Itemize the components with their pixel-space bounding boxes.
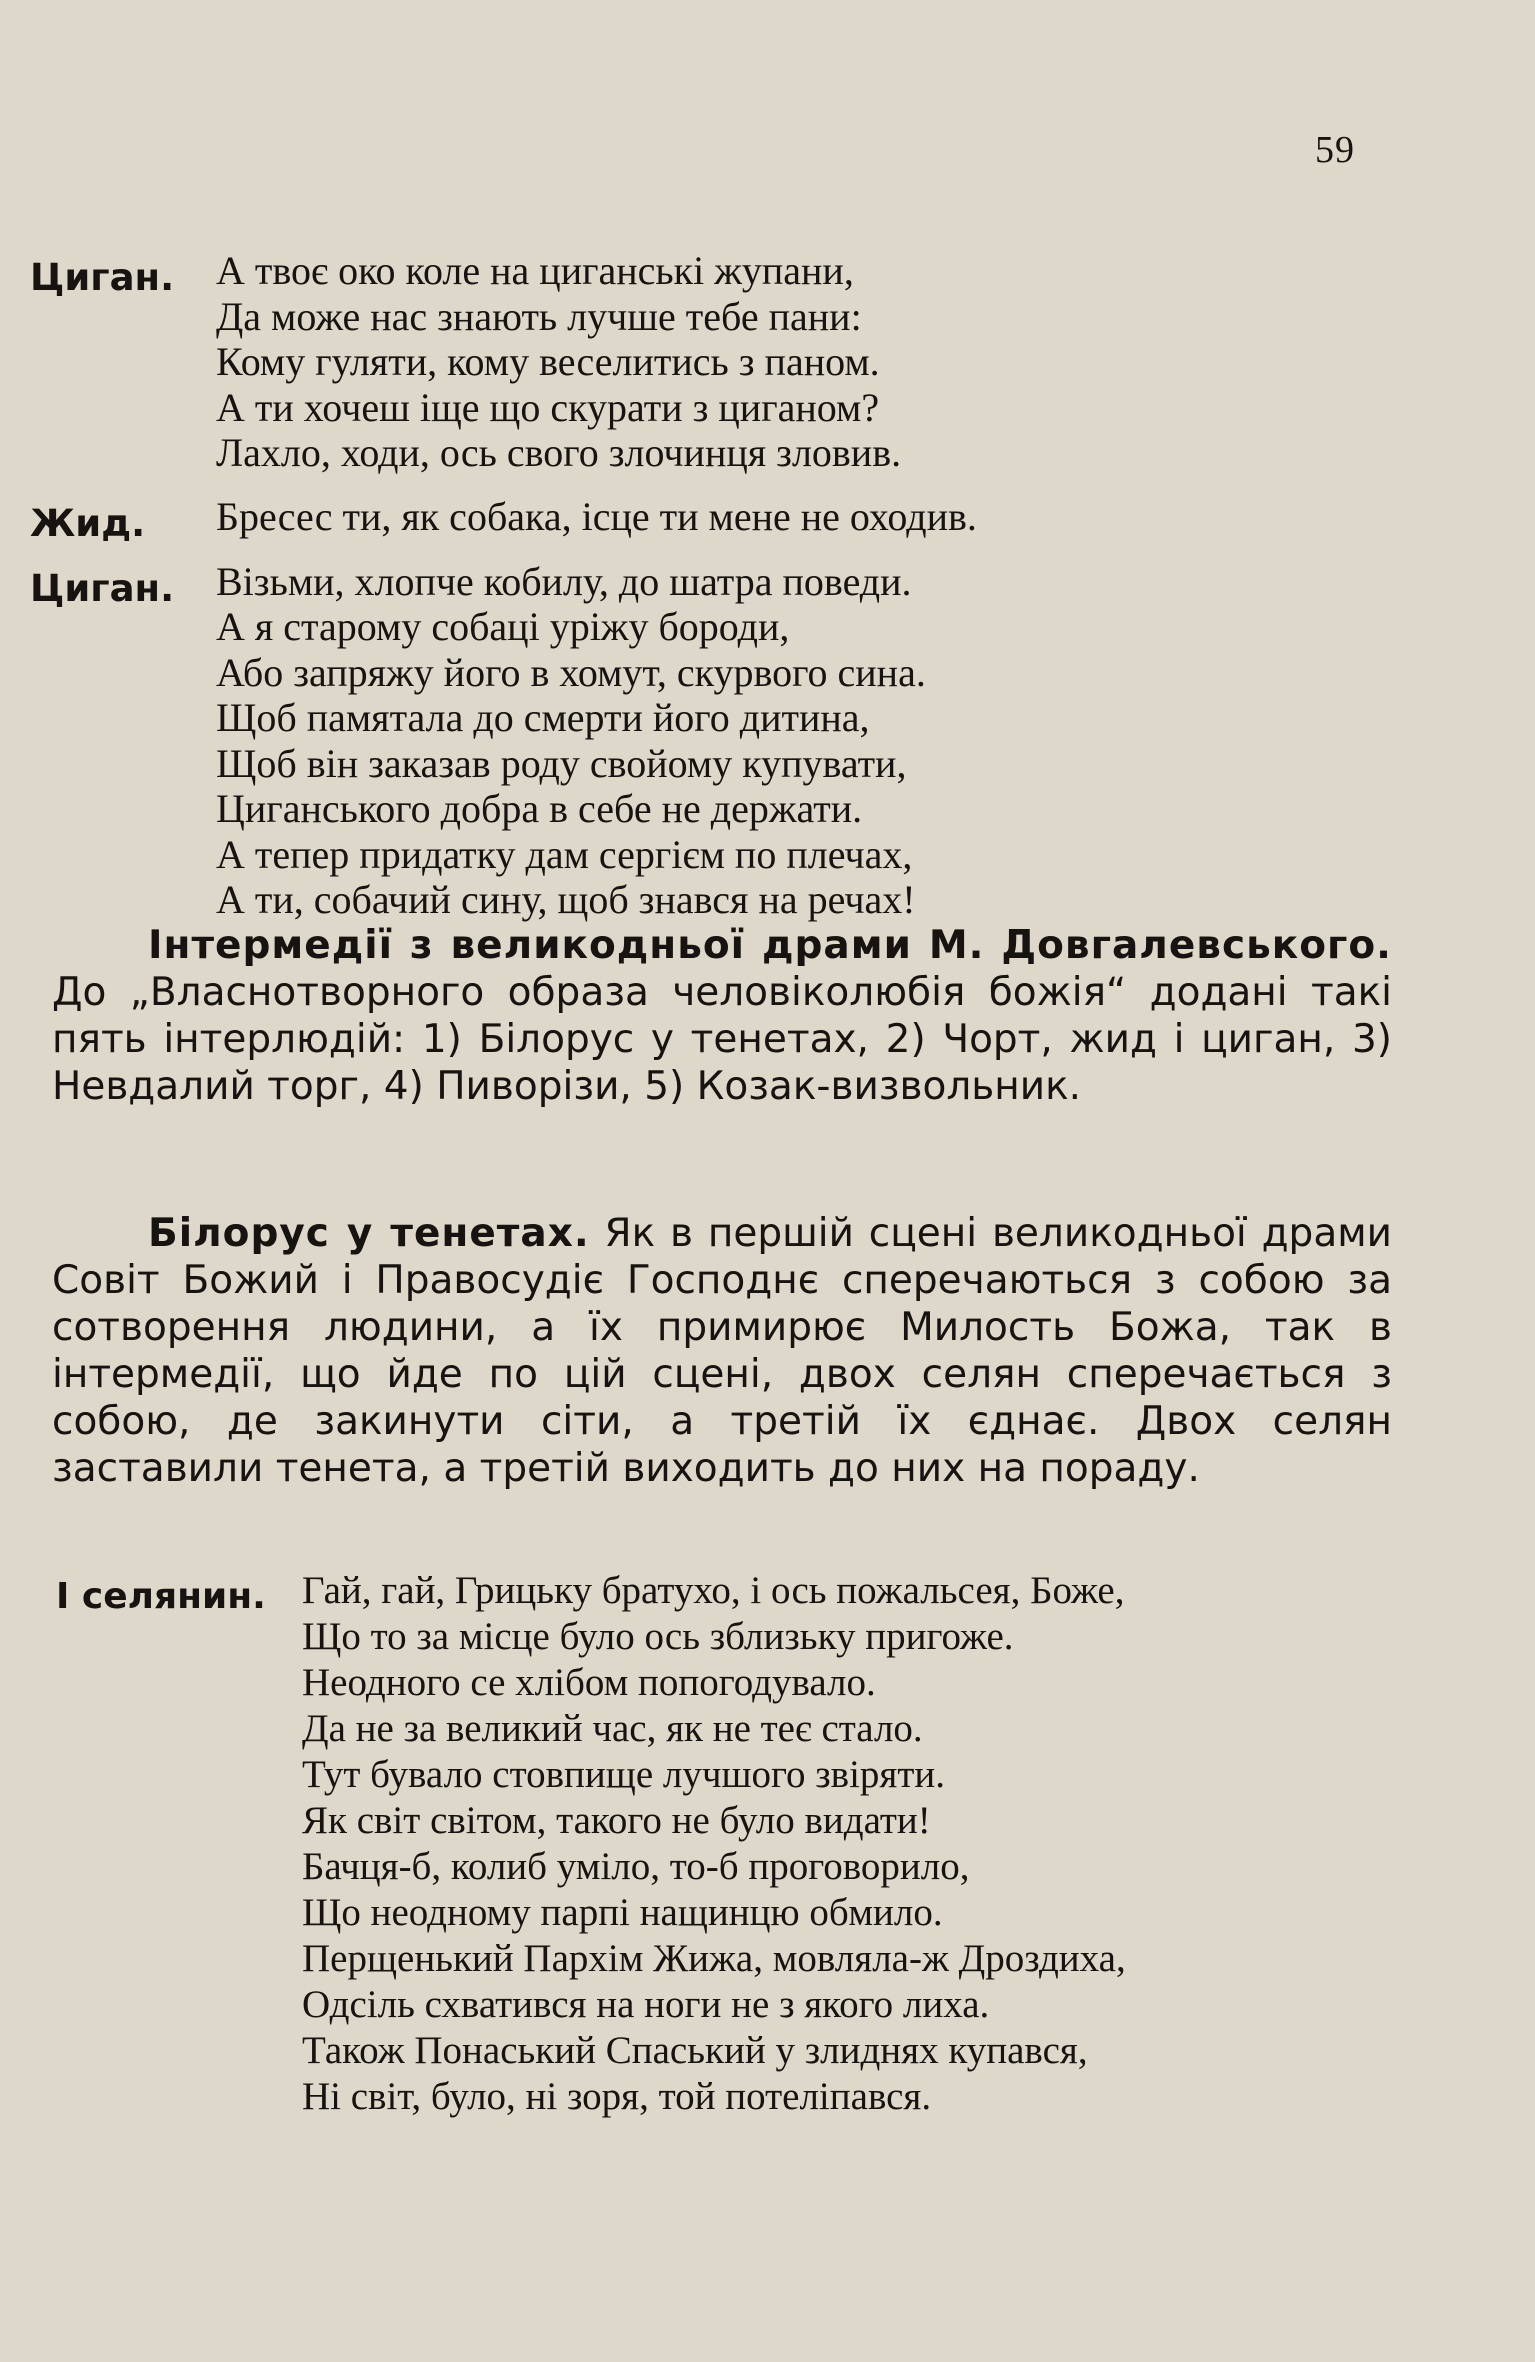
speech-zhyd [30, 494, 1480, 545]
speech-lines [216, 559, 926, 923]
dialogue-section [30, 248, 1480, 923]
verse-line: А твоє око коле на циганські жупани, [216, 248, 854, 293]
verse-line: Ні світ, було, ні зоря, той потеліпався. [302, 2075, 932, 2118]
speaker-label: Циган. [30, 256, 175, 299]
verse-line: Щоб памятала до смерти його дитина, [216, 695, 870, 740]
paragraph-bilorus [52, 1210, 1392, 1492]
speech-tsyhan-2 [30, 559, 1480, 923]
verse-line: Щоб він заказав роду свойому купувати, [216, 740, 907, 786]
verse-line: Лахло, ходи, ось свого злочинця зловив. [216, 430, 902, 475]
verse-line: Що неодному парпі нащинцю обмило. [302, 1891, 943, 1934]
page-number: 59 [1315, 129, 1355, 171]
verse-line: А тепер придатку дам сергієм по плечах, [216, 831, 913, 877]
verse-line: Також Понаський Спаський у злиднях купався, [302, 2029, 1088, 2072]
verse-line: А я старому собаці уріжу бороди, [216, 604, 790, 649]
verse-line: Бресес ти, як собака, ісце ти мене не оходив. [216, 493, 977, 539]
verse-line: Да не за великий час, як не теє стало. [302, 1707, 923, 1750]
speech-lines [216, 248, 901, 476]
verse-line: Як світ світом, такого не було видати! [302, 1799, 931, 1842]
paragraph-heading: Білорус у тенетах. [148, 1211, 590, 1256]
speech-lines [302, 1568, 1126, 2120]
verse-line: Циганського добра в себе не держати. [216, 786, 863, 831]
speech-tsyhan-1 [30, 248, 1480, 476]
speech-lines [216, 494, 977, 540]
verse-line: Візьми, хлопче кобилу, до шатра поведи. [216, 558, 912, 604]
speaker-label: Жид. [30, 501, 146, 545]
speaker-label: Циган. [30, 566, 175, 610]
verse-line: Да може нас знають лучше тебе пани: [216, 293, 862, 339]
verse-line: Або запряжу його в хомут, скурвого сина. [216, 649, 926, 695]
paragraph-intermedii [52, 922, 1392, 1110]
verse-line: Кому гуляти, кому веселитись з паном. [216, 339, 880, 384]
verse-line: А ти, собачий сину, щоб знався на речах! [216, 877, 916, 922]
verse-section [56, 1568, 1456, 2120]
verse-line: Що то за місце було ось зблизьку пригоже. [302, 1615, 1014, 1658]
verse-line: А ти хочеш іще що скурати з циганом? [216, 384, 880, 430]
verse-line: Гай, гай, Грицьку братухо, і ось пожальсея, Боже, [302, 1569, 1125, 1612]
verse-line: Бачця-б, колиб уміло, то-б проговорило, [302, 1845, 970, 1888]
verse-line: Одсіль схватився на ноги не з якого лиха. [302, 1983, 990, 2026]
speech-selianyn [56, 1568, 1456, 2120]
paragraph-text: Як в першій сцені великодньої драми Совіт Божий і Правосудіє Господнє сперечаються з собою за сотворення людини, а їх примирює Милость Божа, так в інтермедії, що йде по цій сцені, двох селян сперечається з собою, де закинути сіти, а третій їх єднає. Двох селян заставили тенета, а третій виходить до них на пораду. [52, 1211, 1392, 1491]
paragraph-heading: Інтермедії з великодньої драми М. Довгалевського. [148, 923, 1392, 968]
paragraph-text: До „Власнотворного образа человіколюбія божія“ додані такі пять інтерлюдій: 1) Білорус у тенетах, 2) Чорт, жид і циган, 3) Невдалий торг, 4) Пиворізи, 5) Козак-визвольник. [52, 970, 1392, 1109]
speaker-label: I селянин. [56, 1576, 266, 1617]
verse-line: Перщенький Пархім Жижа, мовляла-ж Дроздиха, [302, 1937, 1126, 1980]
verse-line: Неодного се хлібом попогодувало. [302, 1661, 876, 1704]
verse-line: Тут бувало стовпище лучшого звіряти. [302, 1753, 946, 1796]
